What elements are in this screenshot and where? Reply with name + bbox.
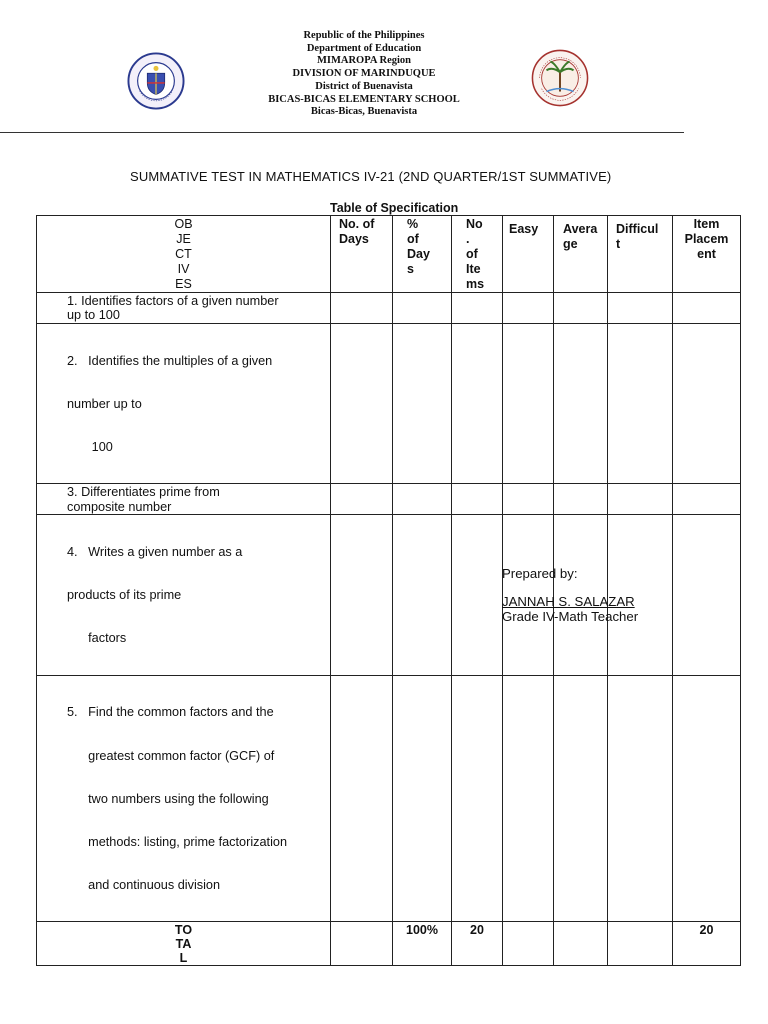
average-cell	[554, 323, 608, 483]
header-objectives	[37, 216, 331, 293]
prepared-by-label: Prepared by:	[502, 566, 578, 581]
header-placement-line: Placem	[684, 232, 729, 246]
header-difficult-line: t	[616, 237, 621, 251]
header-percent-line: of	[407, 232, 419, 246]
header-average-line: Avera	[563, 222, 598, 236]
percent-cell	[393, 515, 452, 675]
table-row	[37, 484, 741, 515]
total-days	[331, 922, 393, 966]
total-easy	[503, 922, 554, 966]
placement-cell	[673, 293, 741, 324]
header-placement-line: ent	[697, 247, 716, 261]
header-percent-line: Day	[407, 247, 430, 261]
header-easy-line: Easy	[509, 222, 539, 236]
objective-line: up to 100	[67, 308, 120, 323]
header-days-line: No. of	[339, 217, 375, 231]
objective-cell	[37, 675, 331, 922]
objective-line: two numbers using the following	[67, 791, 269, 806]
header-divider	[0, 132, 684, 133]
header-placement-line: Item	[693, 217, 720, 231]
objective-line: 1. Identifies factors of a given number	[67, 294, 279, 308]
table-row	[37, 323, 741, 483]
objective-line: methods: listing, prime factorization	[67, 835, 288, 850]
header-objectives-line: IV	[177, 262, 190, 276]
header-items	[452, 216, 503, 293]
objective-line: and continuous division	[67, 878, 221, 893]
header-items-line: Ite	[466, 262, 481, 276]
header-percent	[393, 216, 452, 293]
total-label-line: TA	[175, 937, 192, 952]
header-objectives-line: OB	[174, 217, 193, 231]
objective-line: 100	[67, 440, 113, 455]
placement-cell	[673, 675, 741, 922]
table-row	[37, 675, 741, 922]
objective-line: 5. Find the common factors and the	[67, 705, 274, 720]
easy-cell	[503, 675, 554, 922]
days-cell	[331, 293, 393, 324]
objective-cell	[37, 323, 331, 483]
table-row	[37, 515, 741, 675]
header-difficult-line: Difficul	[616, 222, 659, 236]
header-placement	[673, 216, 741, 293]
percent-cell	[393, 293, 452, 324]
header-items-line: of	[466, 247, 478, 261]
average-cell	[554, 293, 608, 324]
placement-cell	[673, 484, 741, 515]
objective-cell	[37, 515, 331, 675]
percent-cell	[393, 675, 452, 922]
header-items-line: ms	[466, 277, 485, 291]
objective-line: composite number	[67, 499, 172, 514]
average-cell	[554, 675, 608, 922]
total-difficult	[608, 922, 673, 966]
test-title: SUMMATIVE TEST IN MATHEMATICS IV-21 (2ND QUARTER/1ST SUMMATIVE)	[130, 169, 612, 184]
header-line-district: District of Buenavista	[315, 80, 413, 92]
easy-cell	[503, 293, 554, 324]
total-percent: 100%	[393, 922, 452, 966]
objective-cell	[37, 484, 331, 515]
specification-table	[36, 215, 741, 966]
total-placement: 20	[673, 922, 741, 966]
header-objectives-line: JE	[176, 232, 191, 246]
header-line-region: MIMAROPA Region	[316, 55, 411, 67]
days-cell	[331, 515, 393, 675]
total-items: 20	[452, 922, 503, 966]
easy-cell	[503, 484, 554, 515]
table-label: Table of Specification	[330, 201, 459, 215]
total-label-line: TO	[174, 923, 193, 938]
document-header	[0, 30, 728, 119]
header-line-school: BICAS-BICAS ELEMENTARY SCHOOL	[268, 93, 460, 105]
percent-cell	[393, 484, 452, 515]
header-percent-line: s	[407, 262, 414, 276]
header-line-republic: Republic of the Philippines	[303, 30, 425, 41]
average-cell	[554, 484, 608, 515]
items-cell	[452, 515, 503, 675]
difficult-cell	[608, 675, 673, 922]
header-days-line: Days	[339, 232, 369, 246]
header-average-line: ge	[563, 237, 578, 251]
items-cell	[452, 484, 503, 515]
items-cell	[452, 675, 503, 922]
header-objectives-line: CT	[175, 247, 192, 261]
header-items-line: .	[466, 232, 470, 246]
school-seal-logo	[531, 49, 589, 107]
total-label-line: L	[179, 951, 188, 966]
placement-cell	[673, 515, 741, 675]
objective-line: factors	[67, 631, 127, 646]
easy-cell	[503, 323, 554, 483]
header-line-address: Bicas-Bicas, Buenavista	[310, 106, 418, 118]
difficult-cell	[608, 323, 673, 483]
header-percent-line: %	[407, 217, 419, 231]
header-days	[331, 216, 393, 293]
total-label	[37, 922, 331, 966]
items-cell	[452, 323, 503, 483]
objective-line: number up to	[67, 396, 142, 411]
table-row	[37, 293, 741, 324]
days-cell	[331, 323, 393, 483]
signatory-role: Grade IV-Math Teacher	[502, 609, 639, 624]
difficult-cell	[608, 484, 673, 515]
signatory-name: JANNAH S. SALAZAR	[502, 594, 635, 609]
header-easy	[503, 216, 554, 293]
header-objectives-line: ES	[175, 277, 192, 291]
objective-line: greatest common factor (GCF) of	[67, 748, 275, 763]
days-cell	[331, 484, 393, 515]
header-difficult	[608, 216, 673, 293]
percent-cell	[393, 323, 452, 483]
objective-cell	[37, 293, 331, 324]
difficult-cell	[608, 293, 673, 324]
placement-cell	[673, 323, 741, 483]
items-cell	[452, 293, 503, 324]
deped-seal-logo	[127, 52, 185, 110]
objective-line: products of its prime	[67, 588, 182, 603]
objective-line: 3. Differentiates prime from	[67, 485, 220, 500]
header-line-department: Department of Education	[306, 42, 422, 54]
objective-line: 4. Writes a given number as a	[67, 544, 243, 559]
table-header-row	[37, 216, 741, 293]
header-average	[554, 216, 608, 293]
objective-line: 2. Identifies the multiples of a given	[67, 353, 273, 368]
total-row	[37, 922, 741, 966]
header-line-division: DIVISION OF MARINDUQUE	[292, 68, 436, 80]
days-cell	[331, 675, 393, 922]
total-average	[554, 922, 608, 966]
header-items-line: No	[466, 217, 483, 231]
